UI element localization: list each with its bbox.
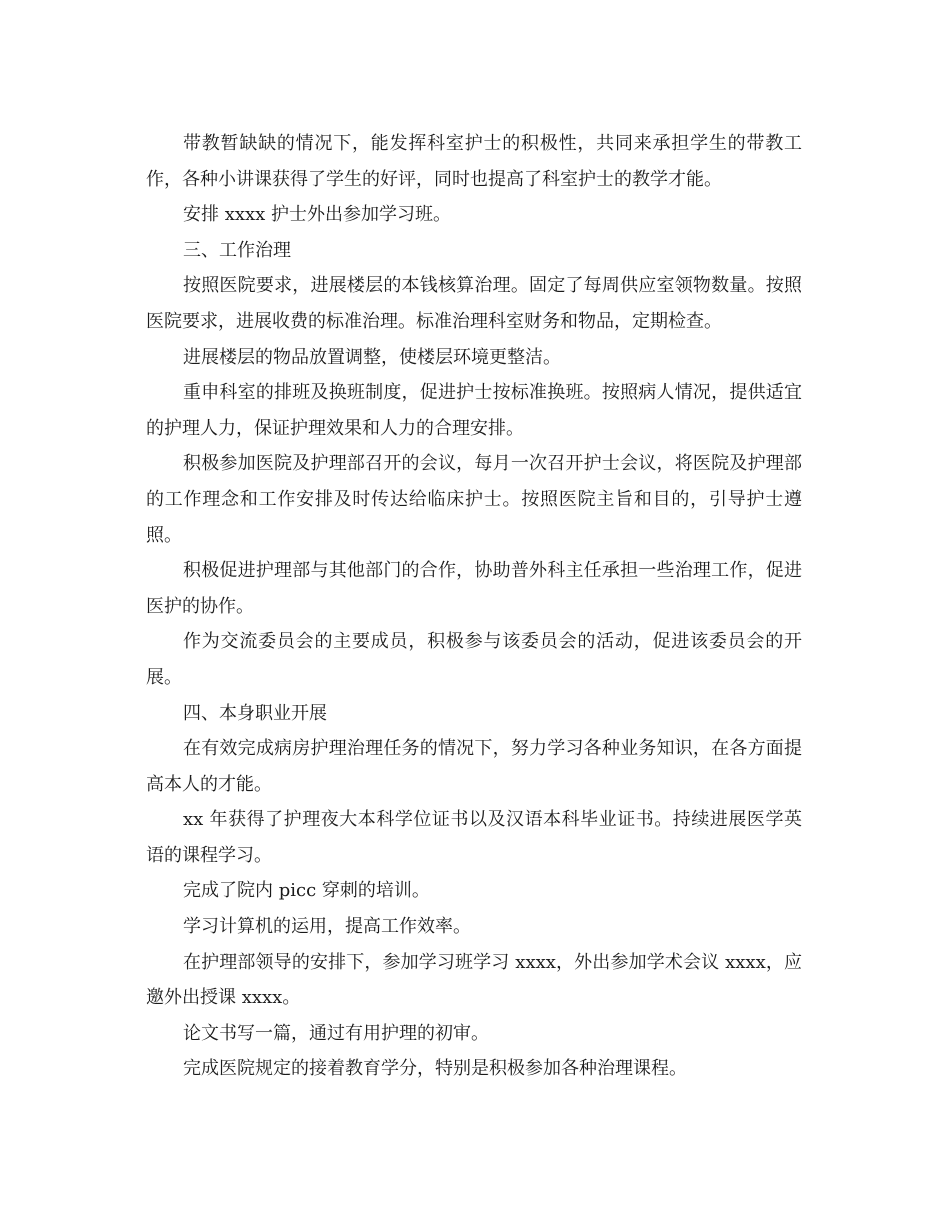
paragraph: 在护理部领导的安排下，参加学习班学习 xxxx，外出参加学术会议 xxxx，应邀外出授课 xxxx。	[146, 951, 802, 1009]
paragraph: 完成了院内 picc 穿刺的培训。	[183, 880, 430, 902]
paragraph: 积极参加医院及护理部召开的会议，每月一次召开护士会议，将医院及护理部的工作理念和工作安排及时传达给临床护士。按照医院主旨和目的，引导护士遵照。	[146, 453, 802, 546]
section-heading: 三、工作治理	[183, 239, 291, 261]
paragraph: 按照医院要求，进展楼层的本钱核算治理。固定了每周供应室领物数量。按照医院要求，进展收费的标准治理。标准治理科室财务和物品，定期检查。	[146, 275, 802, 332]
paragraph: xx 年获得了护理夜大本科学位证书以及汉语本科毕业证书。持续进展医学英语的课程学习。	[146, 809, 802, 866]
paragraph: 作为交流委员会的主要成员，积极参与该委员会的活动，促进该委员会的开展。	[146, 631, 802, 688]
document-body	[146, 126, 802, 1087]
paragraph: 带教暂缺缺的情况下，能发挥科室护士的积极性，共同来承担学生的带教工作，各种小讲课获得了学生的好评，同时也提高了科室护士的教学才能。	[146, 133, 802, 190]
paragraph: 重申科室的排班及换班制度，促进护士按标准换班。按照病人情况，提供适宜的护理人力，保证护理效果和人力的合理安排。	[146, 382, 802, 439]
section-heading: 四、本身职业开展	[183, 702, 327, 724]
paragraph: 论文书写一篇，通过有用护理的初审。	[183, 1022, 489, 1044]
paragraph: 安排 xxxx 护士外出参加学习班。	[183, 204, 452, 226]
paragraph: 在有效完成病房护理治理任务的情况下，努力学习各种业务知识，在各方面提高本人的才能。	[146, 738, 802, 795]
paragraph: 进展楼层的物品放置调整，使楼层环境更整洁。	[183, 346, 561, 368]
paragraph: 积极促进护理部与其他部门的合作，协助普外科主任承担一些治理工作，促进医护的协作。	[146, 560, 802, 617]
paragraph: 学习计算机的运用，提高工作效率。	[183, 916, 471, 938]
paragraph: 完成医院规定的接着教育学分，特别是积极参加各种治理课程。	[183, 1058, 687, 1080]
